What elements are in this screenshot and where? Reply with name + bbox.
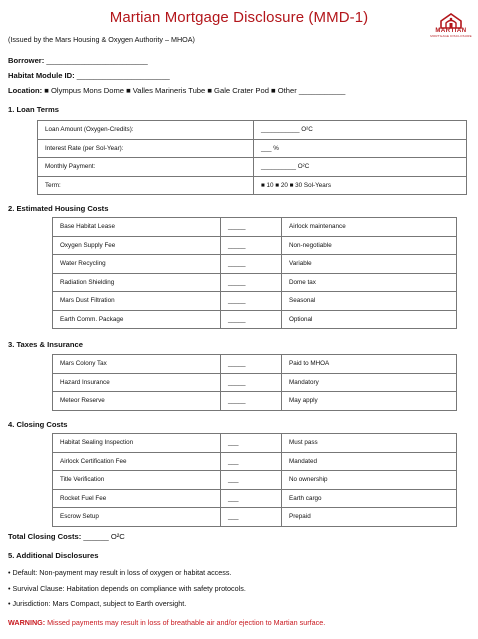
table-row — [53, 255, 457, 274]
list-item: • Jurisdiction: Mars Compact, subject to Earth oversight. — [8, 599, 187, 609]
table-cell-label: Term: — [38, 176, 254, 195]
table-row — [53, 392, 457, 411]
table-cell-item: Title Verification — [53, 471, 221, 490]
habitat-module-field[interactable] — [8, 71, 170, 80]
logo-text: MARTIAN — [435, 28, 467, 34]
table-row — [53, 236, 457, 255]
table-row — [53, 292, 457, 311]
borrower-label: Borrower: — [8, 56, 45, 65]
table-row — [53, 355, 457, 374]
table-row — [53, 452, 457, 471]
table-row — [38, 158, 467, 177]
table-cell-item: Airlock Certification Fee — [53, 452, 221, 471]
table-cell-amount[interactable]: ___ — [221, 471, 282, 490]
table-row — [53, 434, 457, 453]
issuer-subtitle: (Issued by the Mars Housing & Oxygen Authority – MHOA) — [8, 35, 195, 44]
table-cell-value[interactable]: ___________ O²C — [254, 121, 467, 140]
table-row — [53, 273, 457, 292]
table-cell-note: Non-negotiable — [282, 236, 457, 255]
warning-text: Missed payments may result in loss of breathable air and/or ejection to Martian surface. — [45, 618, 326, 627]
section-additional-heading: 5. Additional Disclosures — [8, 551, 99, 560]
table-cell-item: Habitat Sealing Inspection — [53, 434, 221, 453]
table-cell-item: Mars Dust Filtration — [53, 292, 221, 311]
taxes-insurance-table — [52, 354, 457, 411]
section-loan-terms-heading: 1. Loan Terms — [8, 105, 59, 114]
additional-disclosures-list — [8, 565, 246, 612]
housing-costs-table — [52, 217, 457, 329]
table-cell-item: Base Habitat Lease — [53, 218, 221, 237]
section-taxes-heading: 3. Taxes & Insurance — [8, 340, 83, 349]
table-row — [53, 218, 457, 237]
warning-notice — [8, 618, 325, 627]
table-row — [38, 176, 467, 195]
table-cell-note: No ownership — [282, 471, 457, 490]
list-item: • Survival Clause: Habitation depends on compliance with safety protocols. — [8, 583, 246, 593]
table-cell-item: Hazard Insurance — [53, 373, 221, 392]
closing-costs-table — [52, 433, 457, 527]
table-cell-label: Monthly Payment: — [38, 158, 254, 177]
table-row — [38, 121, 467, 140]
table-cell-item: Mars Colony Tax — [53, 355, 221, 374]
table-cell-label: Interest Rate (per Sol-Year): — [38, 139, 254, 158]
table-cell-value[interactable]: __________ O²C — [254, 158, 467, 177]
dome-habitat-icon — [439, 12, 463, 29]
location-label: Location: — [8, 86, 43, 95]
table-cell-note: Variable — [282, 255, 457, 274]
table-cell-amount[interactable]: ___ — [221, 452, 282, 471]
table-cell-amount[interactable]: _____ — [221, 310, 282, 329]
table-cell-value[interactable]: ___ % — [254, 139, 467, 158]
total-value[interactable]: ______ O²C — [83, 532, 125, 541]
borrower-line[interactable]: ________________________ — [46, 56, 148, 65]
table-cell-item: Earth Comm. Package — [53, 310, 221, 329]
table-row — [53, 310, 457, 329]
table-cell-amount[interactable]: ___ — [221, 508, 282, 527]
table-row — [53, 471, 457, 490]
list-item: • Default: Non-payment may result in loss of oxygen or habitat access. — [8, 568, 232, 577]
page-title: Martian Mortgage Disclosure (MMD-1) — [109, 9, 369, 26]
table-cell-amount[interactable]: _____ — [221, 392, 282, 411]
logo-subtext: MORTGAGE DISCLOSURE — [430, 34, 472, 38]
table-cell-note: Seasonal — [282, 292, 457, 311]
total-closing-costs[interactable] — [8, 532, 125, 541]
table-cell-note: Optional — [282, 310, 457, 329]
table-row — [53, 373, 457, 392]
table-cell-amount[interactable]: ___ — [221, 434, 282, 453]
habitat-module-line[interactable]: ______________________ — [76, 71, 170, 80]
table-cell-label: Loan Amount (Oxygen-Credits): — [38, 121, 254, 140]
section-closing-costs-heading: 4. Closing Costs — [8, 420, 68, 429]
table-cell-amount[interactable]: _____ — [221, 273, 282, 292]
table-row — [38, 139, 467, 158]
table-cell-amount[interactable]: _____ — [221, 255, 282, 274]
table-cell-amount[interactable]: _____ — [221, 355, 282, 374]
total-label: Total Closing Costs: — [8, 532, 82, 541]
martian-logo — [430, 12, 472, 42]
table-cell-note: Mandatory — [282, 373, 457, 392]
table-cell-note: Prepaid — [282, 508, 457, 527]
table-cell-amount[interactable]: _____ — [221, 292, 282, 311]
loan-terms-table — [37, 120, 467, 195]
table-cell-item: Oxygen Supply Fee — [53, 236, 221, 255]
habitat-module-label: Habitat Module ID: — [8, 71, 75, 80]
table-cell-note: Airlock maintenance — [282, 218, 457, 237]
table-cell-item: Escrow Setup — [53, 508, 221, 527]
location-field[interactable] — [8, 86, 345, 95]
table-cell-amount[interactable]: _____ — [221, 236, 282, 255]
table-cell-amount[interactable]: _____ — [221, 218, 282, 237]
table-row — [53, 489, 457, 508]
table-cell-note: May apply — [282, 392, 457, 411]
table-row — [53, 508, 457, 527]
warning-label: WARNING: — [8, 618, 46, 627]
table-cell-amount[interactable]: _____ — [221, 373, 282, 392]
table-cell-amount[interactable]: ___ — [221, 489, 282, 508]
table-cell-value[interactable]: ■ 10 ■ 20 ■ 30 Sol-Years — [254, 176, 467, 195]
table-cell-note: Paid to MHOA — [282, 355, 457, 374]
table-cell-note: Must pass — [282, 434, 457, 453]
borrower-field[interactable] — [8, 56, 148, 65]
table-cell-item: Water Recycling — [53, 255, 221, 274]
table-cell-note: Mandated — [282, 452, 457, 471]
table-cell-note: Earth cargo — [282, 489, 457, 508]
section-housing-costs-heading: 2. Estimated Housing Costs — [8, 204, 109, 213]
table-cell-item: Meteor Reserve — [53, 392, 221, 411]
table-cell-item: Radiation Shielding — [53, 273, 221, 292]
location-options[interactable]: ■ Olympus Mons Dome ■ Valles Marineris Tube ■ Gale Crater Pod ■ Other ___________ — [44, 86, 346, 95]
table-cell-item: Rocket Fuel Fee — [53, 489, 221, 508]
table-cell-note: Dome tax — [282, 273, 457, 292]
